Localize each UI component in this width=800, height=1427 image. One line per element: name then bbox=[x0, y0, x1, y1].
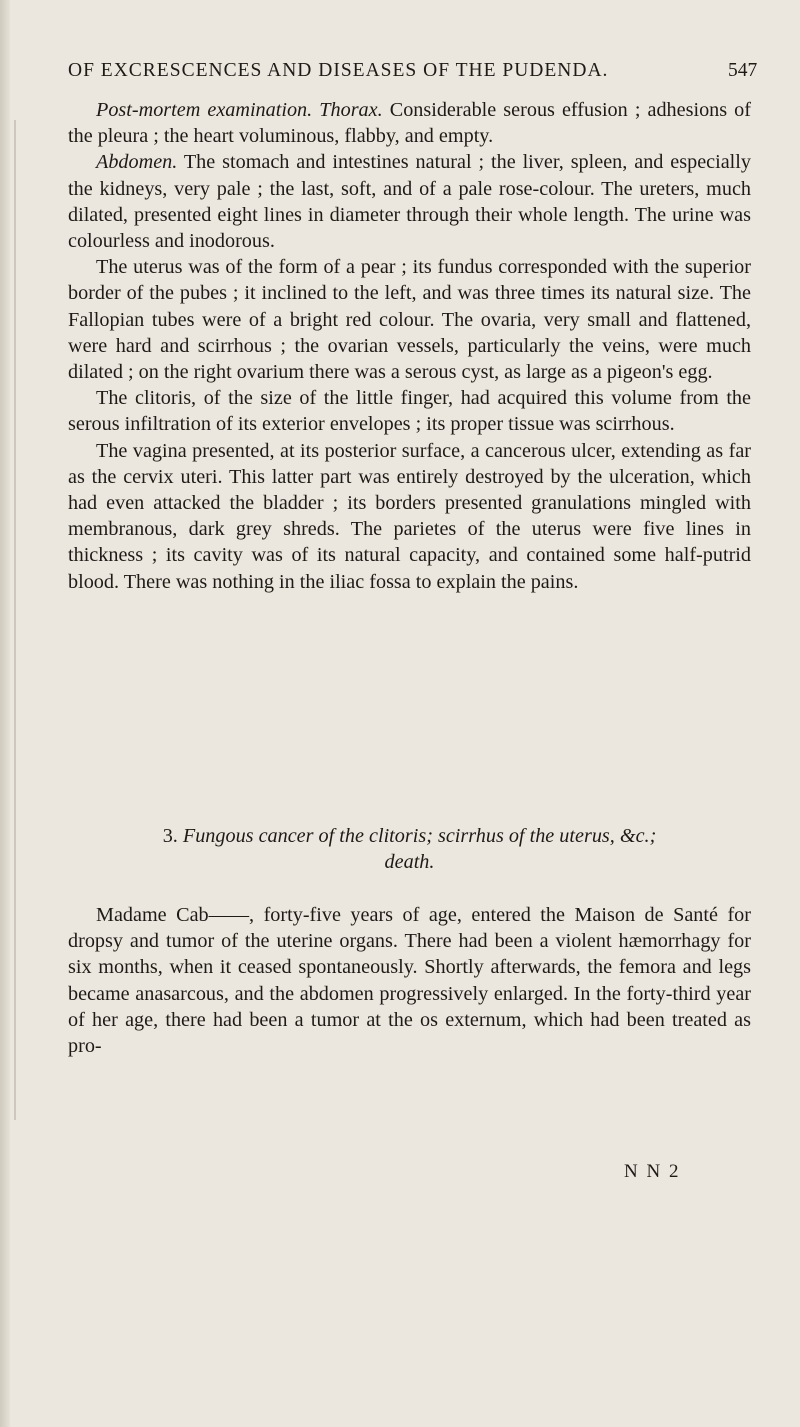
case-title-line-1 bbox=[68, 823, 751, 849]
spine-shadow bbox=[14, 120, 16, 1120]
paragraph-thorax bbox=[68, 97, 751, 149]
paragraph-abdomen bbox=[68, 149, 751, 254]
running-head: OF EXCRESCENCES AND DISEASES OF THE PUDENDA. bbox=[68, 60, 609, 81]
case-text bbox=[68, 902, 751, 1059]
lead-thorax: Thorax. bbox=[319, 99, 383, 121]
signature-mark: N N 2 bbox=[624, 1161, 681, 1182]
case-number: 3. bbox=[162, 825, 178, 847]
case-heading bbox=[68, 823, 751, 875]
paragraph-vagina: The vagina presented, at its posterior surface, a cancerous ulcer, extending as far as the cervix uteri. This latter part was entirely destroyed by the ulceration, which had even attacked the bladder ; its borders presented granulations mingled with membranous, dark grey shreds. The parietes of the uterus were five lines in thickness ; its cavity was of its natural capacity, and contained some half-putrid blood. There was nothing in the iliac fossa to explain the pains. bbox=[68, 439, 751, 593]
lead-abdomen: Abdomen. bbox=[96, 151, 178, 174]
page-number: 547 bbox=[728, 60, 758, 81]
paragraph-madame: Madame Cab——, forty-five years of age, entered the Maison de Santé for dropsy and tumor of the uterine organs. There had been a violent hæmorrhagy for six months, when it ceased spontaneously. Shortly afterwards, the femora and legs became anasarcous, and the abdomen progressively enlarged. In the forty-third year of her age, there had been a tumor at the os externum, which had been treated as pro- bbox=[68, 904, 751, 1058]
case-title-line-2: death. bbox=[384, 851, 435, 874]
paragraph-text: The stomach and intestines natural ; the liver, spleen, and especially the kidneys, very pale ; the last, soft, and of a pale rose-colour. The ureters, much dilated, presented eight lines in diameter through their whole length. The urine was colourless and inodorous. bbox=[68, 151, 751, 253]
lead-post-mortem: Post-mortem examination. bbox=[96, 99, 313, 121]
paragraph-text: Considerable serous effusion ; adhesions of the pleura ; the heart voluminous, flabby, and empty. bbox=[68, 99, 751, 148]
main-text bbox=[68, 97, 751, 595]
paragraph-clitoris: The clitoris, of the size of the little finger, had acquired this volume from the serous infiltration of its exterior envelopes ; its proper tissue was scirrhous. bbox=[68, 387, 751, 436]
page-edge bbox=[0, 0, 10, 1427]
paragraph-uterus: The uterus was of the form of a pear ; its fundus corresponded with the superior border of the pubes ; it inclined to the left, and was three times its natural size. The Fallopian tubes were of a bright red colour. The ovaria, very small and flattened, were hard and scirrhous ; the ovarian vessels, particularly the veins, were much dilated ; on the right ovarium there was a serous cyst, as large as a pigeon's egg. bbox=[68, 256, 751, 384]
case-title: Fungous cancer of the clitoris; scirrhus of the uterus, &c.; bbox=[182, 825, 657, 847]
